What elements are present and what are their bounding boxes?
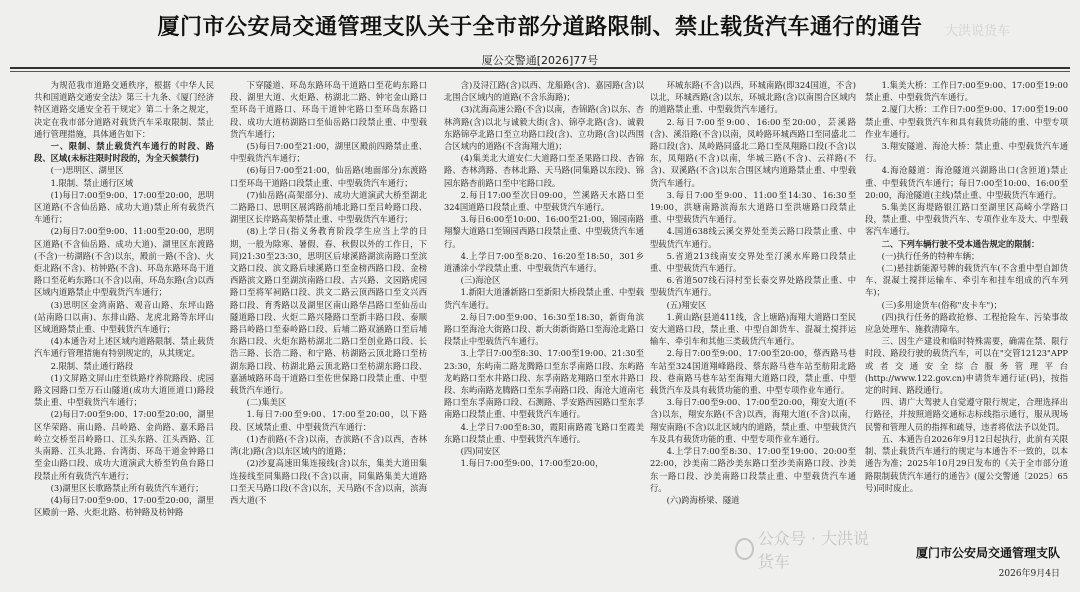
section-heading: 一、限制、禁止载货汽车通行的时段、路段、区域(未标注限时时段的，为全天候禁行): [34, 141, 214, 164]
wechat-logo-icon: [735, 538, 754, 560]
paragraph: (1)文屏路文屏山庄至铁路疗养院路段、虎园路文园路口至万石山隧道(成功大道匝道口)路段禁止重、中型载货汽车通行；: [34, 372, 214, 408]
paragraph: (1)每日7:00至9:00、17:00至20:00，思明区道路(不含仙岳路、成功大道)禁止所有载货汽车通行；: [34, 189, 214, 225]
paragraph: (一)思明区、湖里区: [50, 165, 124, 176]
paragraph: 4.国道638线云溪交界处至美云路口段禁止重、中型载货汽车通行。: [650, 226, 856, 249]
paragraph: 下穿隧道、环岛东路环岛干道路口至花屿东路口段、湖里大道、火炬路、枋湖北二路、钟宅金山路口至环岛干道路口、环岛干道钟宅路口至环岛东路口段、成功大道枋湖路口至仙岳路口段禁止重、中型载货汽车通行；: [230, 80, 427, 139]
paragraph: (2)沙夏高速田集连接线(含)以东，集美大道田集连接线至同集路口段(不含)以南，同集路集美大道路口至天马路口段(不含)以东，天马路(不含)以南，滨海西大道(不: [230, 458, 427, 505]
paragraph: 五、本通告自2026年9月12日起执行，此前有关限制、禁止载货汽车通行的规定与本通告不一致的，以本通告为准；2025年10月29日发布的《关于全市部分道路限制载货汽车通行的通告》(厦公交警通〔2025〕65号)同时废止。: [865, 433, 1068, 493]
document-number: 厦公交警通[2026]77号: [481, 54, 599, 67]
paragraph: 2.每日7:00至9:00、16:30至18:30，新街角滨路口至海沧大街路口段、新大街新街路口至海沧北路口段禁止中型载货汽车通行。: [444, 311, 644, 347]
paragraph: (四)执行任务的路政抢修、工程抢险车、污染事故应急处理车、施救清障车。: [865, 311, 1068, 335]
paragraph: 3.上学日7:00至8:30、17:00至19:00、21:30至23:30，东屿南二路龙腾路口至东孚南路口段、东屿路龙屿路口至水井路口段、东孚南路龙翔路口至水井路口段、东屿南路龙腾路口至东孚南路口段、海沧大道南宅路口至东孚南路口段、石测路、孚安路西园路口至东孚南路口段禁止重、中型载货汽车通行。: [444, 348, 644, 420]
paragraph: 5.省道213线南安交界处至汀溪水库路口段禁止重、中型载货汽车通行。: [650, 250, 856, 274]
text-column-1: [34, 79, 214, 585]
paragraph: 4.上学日7:00至8:30，霞阳南路霞飞路口至霞美东路口段禁止重、中型载货汽车通行。: [444, 421, 644, 444]
paragraph: (7)仙岳路(高架部分)、成功大道演武大桥至湖北二路路口、思明区展鸿路前埔北路口至吕岭路口段、湖里区长岸路高架桥禁止重、中型载货汽车通行；: [230, 189, 427, 225]
text-column-4: [650, 79, 856, 585]
paragraph: (四)同安区: [460, 446, 501, 457]
paragraph: (5)每日7:00至21:00，湖里区殿前四路禁止重、中型载货汽车通行；: [230, 141, 427, 164]
paragraph: (3)湖里区长歌路禁止所有载货汽车通行；: [50, 482, 204, 493]
issue-date: 2026年9月4日: [998, 569, 1060, 579]
paragraph: (三)海沧区: [460, 275, 501, 286]
watermark-text: 公众号 · 大洪说货车: [757, 529, 869, 571]
paragraph: (五)翔安区: [666, 299, 707, 310]
paragraph: (二)悬挂新能源号牌的载货汽车(不含重中型自卸货车、混凝土搅拌运输车、牵引车和挂车组成的汽车列车)；: [865, 263, 1068, 298]
paragraph: (3)沈海高速公路(不含)以南，杏锦路(含)以东、杏林湾路(含)以北与诚毅大街(含)、锦亭北路(含)、诚毅东路锦亭北路口至立功路口段(含)、立功路(含)以西围合区域内的道路(不含海翔大道)；: [444, 104, 644, 152]
paragraph: 2.厦门大桥：工作日7:00至9:00、17:00至19:00禁止重、中型载货汽车和具有载货功能的重、中型专项作业车通行。: [865, 104, 1068, 139]
paragraph: 3.每日7:00至9:00、17:00至20:00，翔安大道(不含)以东，翔安东路(不含)以西，海翔大道(不含)以南，翔安南路(不含)以北区域内的道路，禁止重、中型载货汽车及具有载货功能的重、中型专项作业车通行。: [650, 397, 856, 444]
paragraph: 5.集美区海堤路银江路口至湖里区高崎小学路口段，禁止重、中型载货汽车、专项作业车及大、中型载客汽车通行。: [865, 202, 1068, 237]
paragraph: 3.每日6:00至10:00、16:00至21:00，锦园南路翔黎大道路口至锦园西路口段禁止重、中型载货汽车通行。: [444, 214, 644, 249]
paragraph: 2.限制、禁止通行路段: [50, 360, 134, 371]
issuer-signature: 厦门市公安局交通管理支队: [915, 546, 1060, 560]
paragraph: 四、请广大驾驶人自觉遵守限行规定，合理选择出行路径，并按照道路交通标志标线指示通行，服从现场民警和管理人员的指挥和疏导，违者将依法予以处罚。: [865, 397, 1068, 432]
paragraph: 2.每日7:00至9:00、17:00至20:00，蔡西路马巷车站至324国道翔峰路段、蔡东路马巷车站至舫阳北路段、巷南路马巷车站至海翔大道路口段，禁止重、中型载货汽车及具有载货功能的重、中型专项作业车通行。: [650, 348, 856, 396]
paragraph: 1.新阳大道潘新路口至新阳大桥段禁止重、中型载货汽车通行。: [444, 287, 644, 310]
paragraph: (2)每日7:00至9:00、17:00至20:00，湖里区华荣路、南山路、吕岭路、金尚路、嘉禾路吕岭立交桥至吕岭路口、江头东路、江头西路、江头南路、江头北路、台湾街、环岛干道金钟路口至金山路口段、成功大道演武大桥至钓鱼台路口段禁止所有载货汽车通行；: [34, 409, 214, 481]
paragraph: 1.集美大桥：工作日7:00至9:00、17:00至19:00禁止重、中型载货汽车通行。: [865, 80, 1068, 103]
paragraph: 三、因生产建设和临时特殊需要，确需在禁、限行时段、路段行驶的载货汽车，可以在"交管12123"APP或者交通安全综合服务管理平台(http://www.122.gov.cn)申请货车通行证(码)，按指定的时间、路段通行。: [865, 336, 1068, 396]
paragraph: 1.每日7:00至9:00、17:00至20:00，以下路段、区域禁止重、中型载货汽车通行：: [230, 409, 427, 432]
paragraph: (一)执行任务的特种车辆；: [881, 250, 980, 261]
paragraph: 1.限制、禁止通行区域: [50, 177, 134, 188]
paragraph: (2)每日7:00至9:00、11:00至20:00，思明区道路(不含仙岳路、成功大道)、湖里区东渡路(不含)一枋湖路(不含)以东，殿前一路(不含)、火炬北路(不含)、枋钟路(不含)、环岛东路环岛干道路口至花屿东路口(不含)以南，环岛东路(含)以西区域内道路禁止中型载货汽车通行；: [34, 226, 214, 298]
paragraph: (3)思明区金湾南路、观音山路、东坪山路(站南路口以南)、东排山路、龙虎北路等东坪山区域道路禁止重、中型载货汽车通行；: [34, 299, 214, 335]
paragraph: 6.省道507线石浔村至长泰交界处路段禁止重、中型载货汽车通行。: [650, 275, 856, 298]
paragraph: (1)杏前路(不含)以南，杏滨路(不含)以西，杏林湾(北)路(含)以东区域内的道路；: [230, 433, 427, 457]
paragraph: (8)上学日(指义务教育阶段学生应当上学的日期，一般为除寒、暑假、春、秋假以外的工作日，下同)21:30至23:30，思明区后埭溪路湖滨南路口至滨文路口段、滨文路后埭溪路口至金榜西路口段、金榜西路滨文路口至湖滨南路口段、古兴路、文园路虎园路口至将军祠路口段、洪文二路云顶西路口至文兴西路口段、育秀路以及湖里区南山路华昌路口至仙岳山隧道路口段、火炬二路兴隆路口至新丰路口段、泰顺路吕岭路口至泰岭路口段、后埔二路双涵路口至后埔东路口段、火炬东路枋湖北二路口至创业路口段、长浩三路、长浩二路、和宁路、枋湖路云顶北路口至枋湖东路口段、枋湖北路云顶北路口至枋湖东路口段、嘉涵城路环岛干道路口至佐世保路口段禁止重、中型载货汽车通行。: [230, 226, 427, 396]
paragraph: 4.上学日7:00至8:30、17:00至19:00、20:00至22:00，沙美南二路沙美东路口至沙美南路口段、沙美东一路口段、沙美南路口段禁止重、中型载货汽车通行。: [650, 446, 856, 493]
paragraph: 3.翔安隧道、海沧大桥：禁止重、中型载货汽车通行。: [865, 141, 1068, 164]
paragraph: 1.黄山路(县道411线，含上塘路)海翔大道路口至民安大道路口段，禁止重、中型自卸货车、混凝土搅拌运输车、牵引车和其他三类载货汽车通行。: [650, 311, 856, 347]
paragraph: (6)每日7:00至21:00，仙岳路(地面部分)东渡路口至环岛干道路口段禁止重、中型载货汽车通行；: [230, 165, 427, 188]
paragraph: 含)及浔江路(含)以西、龙船路(含)、嘉园路(含)以北围合区域内的道路(不含乐海路)；: [444, 80, 644, 103]
paragraph: (4)每日7:00至9:00、17:00至20:00，湖里区殿前一路、火炬北路、枋钟路及枋钟路: [34, 494, 214, 518]
notice-title: 厦门市公安局交通管理支队关于全市部分道路限制、禁止载货汽车通行的通告: [157, 15, 923, 40]
paragraph: (4)本通告对上述区域内道路限制、禁止载货汽车通行管理措施有特别规定的，从其规定。: [34, 336, 214, 359]
paragraph: 环城东路(不含)以西，环城南路(即324国道，不含)以北，环城西路(含)以东，环城北路(含)以南围合区域内的道路禁止重、中型载货汽车通行。: [650, 80, 856, 115]
watermark: [735, 529, 875, 571]
paragraph: 4.海沧隧道：海沧隧道兴湖路出口(含匝道)禁止重、中型载货汽车通行；每日7:00至10:00、16:00至20:00，海沧隧道(主线)禁止重、中型载货汽车通行。: [865, 165, 1068, 200]
text-column-5: [865, 79, 1068, 519]
paragraph: 2.每日7:00至9:00、16:00至20:00，芸溪路(含)、溪沿路(不含)以南，凤岭路环城西路口至同盛北二路口段(含)、凤岭路同盛北二路口至凤翔路口段(不含)以东，凤翔路(不含)以南，华城三路(不含)、云祥路(不含)、双溪路(不含)以东合围区域内道路禁止重、中型载货汽车通行。: [650, 116, 856, 188]
header-rule-thick: [10, 67, 1070, 69]
header-rule-thin: [10, 71, 1070, 72]
paragraph: 2.每日17:00至次日09:00，竺溪路天水路口至324国道路口段禁止重、中型载货汽车通行。: [444, 189, 644, 213]
paragraph: 为规范我市道路交通秩序，根据《中华人民共和国道路交通安全法》第三十九条、《厦门经济特区道路交通安全若干规定》第二十条之规定，决定在我市部分道路对载货汽车采取限制、禁止通行管理措施，具体通告如下：: [34, 80, 214, 139]
paragraph: 4.上学日7:00至8:20、16:20至18:50，301乡道潘涂小学段禁止重、中型载货汽车通行。: [444, 250, 644, 274]
paragraph: (二)集美区: [246, 397, 287, 408]
paragraph: (六)跨海桥梁、隧道: [666, 494, 740, 505]
paragraph: (三)多用途货车(俗称"皮卡车")；: [881, 299, 1002, 310]
paragraph: 3.每日7:00至9:00、11:00至14:30、16:30至19:00，洪塘南路滨海东大道路口至洪塘路口段禁止重、中型载货汽车通行。: [650, 189, 856, 225]
text-column-3: [444, 79, 644, 585]
watermark-top: 大洪说货车: [945, 24, 1011, 39]
paragraph: (4)集美北大道安仁大道路口至圣果路口段、杏锦路、杏林湾路、杏林北路、天马路(同集路以东段)、锦园东路杏前路口至中宅路口段。: [444, 153, 644, 188]
text-column-2: [230, 79, 427, 585]
section-heading: 二、下列车辆行驶不受本通告规定的限制：: [881, 238, 1040, 249]
paragraph: 1.每日7:00至9:00、17:00至20:00，: [460, 458, 604, 469]
